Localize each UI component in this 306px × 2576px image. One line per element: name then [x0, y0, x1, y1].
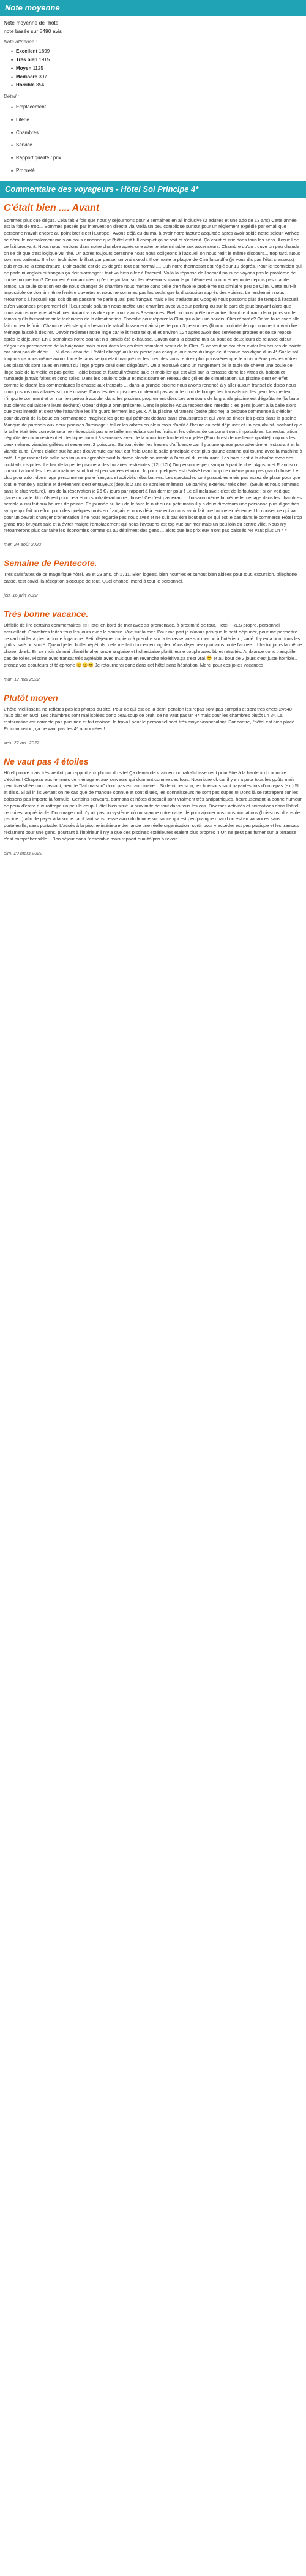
rating-item: [11, 57, 302, 64]
detail-item: • Rapport qualité / prix: [11, 155, 302, 162]
review-title: Ne vaut pas 4 étoiles: [4, 757, 89, 767]
rating-detail-label: Note attribuée :: [4, 39, 37, 45]
review: [4, 756, 302, 856]
rating-label: Horrible: [16, 82, 35, 88]
review: [4, 202, 302, 548]
rating-count: 1699: [39, 48, 50, 55]
average-rating-banner: Note moyenne: [0, 0, 306, 16]
detail-item: • Service: [11, 142, 302, 149]
review-title: Plutôt moyen: [4, 692, 58, 703]
review-text: Sommes plus que déçus. Cela fait 3 fois que nous y séjournons pour 3 semaines en all inclusive (2 adultes et une ado de 13 ans) Cette année est la fois de trop... Sommes passés par intervention directe via Meliá un peu compliqué surtout pour un règlement expédié par email que personne n'avait encore au point bref c'est l'Europe ! Avons déjà eu du mal à avoir notre facture acquittée après avoir soldé notre séjour. Arrivée se déroule normalement mais on nous annonce que l'hôtel est full complet ça se voit et s'entend. Ça court et crie dans tous les sens. Accueil de ce fait brouyant. Nous nous rendons dans notre chambre après une attente interminable aux ascenseurs. Chambre qu'on trouve un peu chaude on se dit que c'est logique vu l'été. Un après toujours personne nous nous obligeons à l'accueil on nous redit le même discours... trop tard. Nous sommes patients. Bref on technicien brillant par passer un vrai sketch. Il démonte la plaque de Clim la souffle (je vous dis pas l'état crasseux) puis mesure la température. L'air craché est de 25 degrés tout est normal .... Euh notre thermostat est réglé sur 10 degrés. Pour le technicien qui ne parle ni anglais ni français ça doit s'arranger : tout va bien allez à l'accueil. Voilà la réponse de l'accueil nous ne voyons pas le problème de qui se moque t-on? Ce qui est étonnant c'est qu'en regardant sur les réseaux sociaux le problème est connu et remonte depuis pas mal de temps. La seule solution est de nous changer de chambre nous mettre dans celle d'en face le problème est similaire peu de Clim. Cette nuit-là impossible de dormir même fenêtre ouvertes et nous ne sommes pas les seuls que la discussion auprès des voisins. Le lendemain nous retournons à l'accueil (qui soit dit en passant ne parle quasi pas français mais e les traducteurs Google) nous passons plus de temps à l'accueil qu'en vacances proprement dit ! Leur seule solution nous mettre une chambre avec vue sur parking ou sur le parc de jeux bruyant alors que nous avions une vue latéral mer. Autant vous dire que nous avons 3 semaines. Bref on nous prête une autre chambre durant deux jours sur le temps qu'ils fassent venir le technicien de la climatisation. Travaille pour réparer la Clim qui a lieu un soucis. Clim réparée? On va faire avec alle fait un peu le froid. Chambre vétuste qui a besoin de rafraîchissement ainsi petite pour 3 personnes (lit non confortable) qui couinent a vrai dire. Ménage laissé à désirer. Devoir réclamer notre linge car le lit reste tel quel et environ 12h après avoir des serviettes propres et de se repose après le déjeuner. En 3 semaines notre souhait n'a jamais été exhaussé. Savon dans la douche mis au bout de deux jours de relance odeur d'égout en permanence de la baignoire mais aussi dans les couloirs semblant sentir de la Clim. Si on veut se doucher éviter les heures de pointe car ainsi pas de débit .... Ni d'eau chaude. L'hôtel changé au lieux pierre pas chaque jour avec du linge de lit trouvé pas digne d'un 4* Sur le sol toujours ça nous même avons forcé le tapis se qui était marqué car les meubles vous rentrez plus poussières que le mois même pas les vôtres. Les placards sont sales en retrait du linge propre celui c'est dégoûtant. On a retrouvé dans un rangement de la table de chevet une boule de linge sale de la vieille et pas petite. Table basse et fauteuil vétuste sale et mobilier qui est vital sur la terrasse donc les vitres du balcon et rambarde jamais faites et donc sales. Dans les couloirs odeur et moisissure en réseau des grilles de climatisation. La piscine c'est en effet comme le disent les commentaires la chasse aux transats ... dans la grande piscine nous avons renoncé à y aller aucun transat de dispo nous nous posons nos affaires sur une chaise. Dans les deux piscines on devrait pas avoir le droit de bouger les transats car les gens les mettent n'importe comment et on n'a rien prévu à accoler dans les piscines proprement dites Les alentours de la grande piscine est dégoûtante (la faute aux clients qui laissent leurs déchets) Odeur d'égout omniprésente. Dans la piscine Aqua respect des interdits : les gens jouent à la balle alors que c'est interdit et c'est vite l'anarchie les life guard ferment les yeux. À la piscine Mirament (petite piscine) la pelouse commence à s'étioler pour devenir de la boue en permanence imaginez les gens qui pétinent dedans sans chaussures et qui vont se rincer les pieds dans la piscine Manque de parasols aux deux piscines Jardinage : tailler les arbres en plein mois d'août à l'heure du petit déjeuner et un peu abusif. sachant que la taille était très correcte cela ne nécessitait pas une taille immédiate car les fruits et les odeurs de carburant sont impossibles. La restauration : dégoûtante choix restreint et identique durant 3 semaines avec de la nourriture froide et surgelée (Flunch est de meilleure qualité) toujours les deux mêmes viandes grillées et seulement 2 poissons. Surtout éviter les heures d'affluence car il y a une queue pour attendre le restaurant et la viande cuite. Évitez d'aller aux heures d'ouverture car tout est froid Dans la salle principale c'est plus qu'une cantine qui tourne avec la machine à café. Le personnel de salle pas toujours agréable sauf la dame blonde souriante à l'accueil du restaurant. Les bars : est à la chaîne avec des cocktails insipides. Le bar de la petite piscine a des horaires restreintes (12h 17h) Du personnel peu sympa à part le chef, Agustin et Francisco qui sont adorables. Les animations sont fort et peu variées et m'ont lu pour quelques est réalisé beaucoup de cinéma pour pas grand chose. Le club pour ado : dommage personne ne parle français et activités rébarbatives. Les spectacles sont passables mais pas assez de place pour que tout le monde y assiste et deviennent c'est ennuyeux (depuis 2 ans ce sont les mêmes). Le parking extérieur très cher ! (Seuls et nous sommes sans le club voiture), lors de la réservation je 26 € / jours par rapport à l'an dernier pour ! Le all inclusive : c'est de la foutaise ; si on voit que glace on va le dit qu'ils est pour cela et on souhaiterait notre chose ! Ce n'est pas exact ... boisson même la même le ménage dans les chambres semble aussi fait aux heures de pointe. En journée au lieu de le faire la nuit ou au petit matin il y a deux directeurs une personne plus digne très sympa qui fait un effort pour des quelques mots en français et nous déjà tenaient a nous avoir fait une bonne expérience. Un conseil ce qui va pour un devrait changer d'orientation il ne nous regarde pas nous avez et ne suit pas être boutique ce qui est le bas dans le commerce Hôtel trop grand trop bruyant sale et à éviter malgré l'emplacement qui nous l'avouons est top vue sur mer mais un peu loin du centre ville. Nous n'y retournerons plus car faire les économies comme ça au détriment des gens ... alors que les prix eux n'ont pas baissés Ne vaut plus un 4 *: [4, 217, 302, 534]
rating-item: [11, 82, 302, 89]
rating-count: 1915: [39, 57, 50, 63]
review-date: ven. 22 avr. 2022: [4, 739, 40, 746]
detail-item: • Propreté: [11, 168, 302, 175]
rating-label: Excellent: [16, 48, 38, 55]
review: [4, 608, 302, 682]
rating-count: 354: [35, 82, 45, 88]
details-label: Détail :: [4, 94, 19, 100]
rating-label: Moyen: [16, 65, 32, 71]
review-date: dim. 20 mars 2022: [4, 850, 42, 856]
detail-item: • Chambres: [11, 130, 302, 137]
rating-item: [11, 74, 302, 81]
rating-item: [11, 66, 302, 72]
rating-count: 1125: [32, 65, 43, 71]
review-title: Semaine de Pentecote.: [4, 558, 97, 568]
review-date: mer. 24 août 2022: [4, 542, 42, 548]
detail-item: • Emplacement: [11, 104, 302, 111]
reviews-section-banner: Commentaire des voyageurs - Hôtel Sol Principe 4*: [0, 181, 306, 198]
rating-count: 397: [39, 74, 47, 80]
hotel-rating-line: Note moyenne de l'hôtel: [4, 19, 60, 26]
rating-label: Très bien: [16, 57, 38, 63]
review: [4, 557, 302, 599]
review-title: Très bonne vacance.: [4, 609, 89, 619]
review-text: L'hôtel vieillissant, ne reflètes pas les photos du site. Pour ce qui est de la demi pension les repas sont pas compris et sont très chers 24€40 l'aux plat en 50cl. Les chambres sont mal isolées donc beaucoup de bruit, ce ne vaut pas un 4* mais pour les chambres plutôt un 3*. La restauration est correcte pas plus rien et fait maison, le travail pour le personnel sont très moyen/nonchalant. Par contre, l'hôtel est bien placé. En conclusion, ça ne vaut pas les 4* annoncées !: [4, 706, 296, 731]
rating-item: [11, 48, 302, 55]
review: [4, 692, 302, 746]
ratings-list: [11, 48, 302, 89]
review-text: Difficile de lire certains commentaires. !!! Hotel en bord de mer avec sa promenade, à proximité de tout. Hotel TRES propre, personnel accueillant. Chambres faites tous les jours avec le sourire. Vue sur la mer. Pour ma part je n'avais pris que le petit déjeuner, pour me permettre de vadrouiller à pied à droite à gauche. Petit déjeuner copieux à prendre sur la terrasse vue sur mer ou à l'intérieur , varié. Il y en a pour tous les goûts. salé ou sucré. Quand je lis, buffet répétitifs, cela me fait doucement rigoler. Vous déjeunez quoi vous toute l'année... bha toujours la même chose...bref.. En ce mois de mai clientèle allemande anglaise et hollandaise plutôt jeune couple avec bb et retraités. Ambiance donc tranquille, pas de folies. Piscine avec transat très agréable avec musique en revanche répétitive.ça c'est vrai.😊 et au bout de 2 jours c'est juste horrible.. prenez vos écouteurs et téléphone 😊😊😊 Je retournerai donc dans cet hôtel sans hésitation. Merci pour ces jolies vacances.: [4, 622, 302, 668]
review-text: Très satisfaites de ce magnifique hôtel, 85 et 23 ans, ch 1711. Bien logées, bien nourries et surtout bien aidées pour tout, excursion, téléphone cassé, test covid, la réception s'occupe de tout. Quel chance, merci à tout le personnel.: [4, 572, 297, 584]
detail-item: • Literie: [11, 117, 302, 124]
rating-label: Médiocre: [16, 74, 38, 80]
review-date: jeu. 16 juin 2022: [4, 592, 38, 598]
rating-basis-line: note basée sur 5490 avis: [4, 28, 62, 35]
review-text: Hôtel propre mais très vieillot par rapport aux photos du site! Ça demande vraiment un rafraîchissement pour être à la hauteur du nombre d'étoiles ! Chapeau aux femmes de ménage et aux serveurs qui donnent comme des fous. Nourriture ok car il y en a pour tous les goûts mais peu diversifiée donc lassant, rien de "fait maison" donc pas extraordinaire... Si demi pension, les boissons sont payantes lors d'un repas (ex:) 5l at d'iso. Si all in ils venant on ne cas que de manque connue et sont dilués, les connaisseurs ne sont pas dupes !!! Donc là se rattrapent sur les boissons pas importe la formule. Certains serveurs, barmans et hôtes d'accueil sont vraiment très antipathiques, heureusement la bonne humeur de peux d'entre eux rattrape un peu le coup. Hôtel bien situé, à proximité de tout dans tous les cas. Diverses activités et animations dans l'hôtel, ce qui est appréciable. Dommage qu'il n'y ait pas un système où on scanne notre carte clé pour ajouter nos consommations (boissons, draps de piscine...) afin de payer à la sortie car il faut sans cesse avoir du liquide sur soi ce qui est peu pratique quand on est en vacances sans portefeuille, sans portable. L'accès à la piscine intérieure demande une réelle organisation, sortir pour y accéder est peu pratique et les transats réclament pour une gens, pourtant à l'intérieur il n'y a que des piscines extérieures étaient plus propres :) On ne peut pas fumer sur la terrasse, c'est compréhensible... Bon séjour dans l'ensemble mais rapport qualité/prix à revoir !: [4, 769, 302, 842]
page: [0, 0, 306, 875]
details-list: [11, 104, 302, 175]
review-date: mar. 17 mai 2022: [4, 676, 40, 682]
review-title: C'était bien .... Avant: [4, 203, 100, 214]
